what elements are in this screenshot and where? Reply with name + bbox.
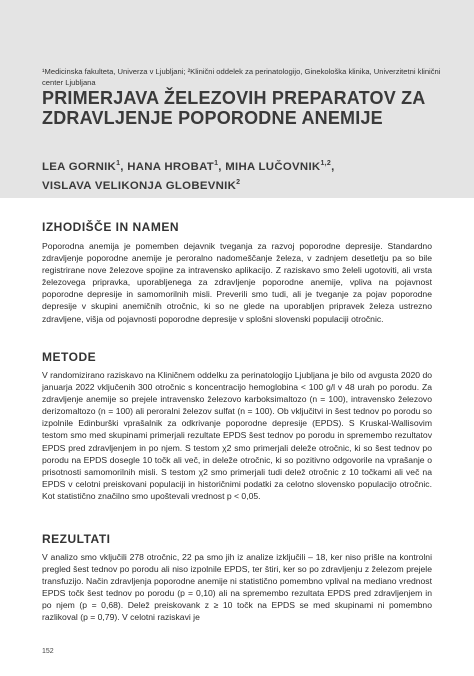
author-name: LEA GORNIK — [42, 160, 117, 173]
author-name: VISLAVA VELIKONJA GLOBEVNIK — [42, 179, 237, 192]
author-3: MIHA LUČOVNIK$^{1,2}$, — [225, 160, 335, 173]
section-heading-results: REZULTATI — [42, 532, 111, 546]
affiliations: ¹Medicinska fakulteta, Univerza v Ljubljani; ²Klinični oddelek za perinatologijo, Ginekološka klinika, Univerzitetni klinični center Ljubljana — [42, 66, 441, 87]
author-affiliation-mark: 1,2 — [320, 160, 332, 167]
section-text-intro: Poporodna anemija je pomemben dejavnik tveganja za razvoj poporodne depresije. Standardno zdravljenje poporodne anemije je peroralno nadomeščanje železa, v zadnjem desetletju pa so bile registrirane nove železove spojine za intravensko aplikacijo. Z raziskavo smo želeli ugotoviti, ali vrsta železovega pripravka, uporabljenega za zdravljenje poporodne anemije, vpliva na pojavnost poporodne depresije in samomorilnih misli. Preverili smo tudi, ali je tveganje za pojav poporodne depresije v skupini anemičnih otročnic, ki so ne glede na uporabljen pripravek železa ustrezno zdravljene, višja od pojavnosti poporodne depresije v splošni slovenski populaciji otročnic. — [42, 241, 432, 324]
author-4 — [42, 180, 240, 192]
author-2: HANA HROBAT$^1$, — [127, 160, 226, 173]
section-text-methods: V randomizirano raziskavo na Kliničnem oddelku za perinatologijo Ljubljana je bilo od avgusta 2020 do januarja 2022 vključenih 300 otročnic s koncentracijo hemoglobina < 100 g/l v 48 urah po porodu. Za zdravljenje anemije so prejele intravensko železovo karboksimaltozo (n = 100), intravensko železovo derizomaltozo (n = 100) ali peroralni železov sulfat (n = 100). Ob vključitvi in šest tednov po porodu so izpolnile Edinburški vprašalnik za odkrivanje poporodne depresije (EPDS). S Kruskal-Wallisovim testom smo med skupinami primerjali rezultate EPDS šest tednov po porodu in spremembo rezultatov EPDS pred zdravljenjem in po njem. S testom χ2 smo primerjali deleže otročnic, ki so šest tednov po porodu na EPDS dosegle 10 točk ali več, in deleže otročnic, ki so pozitivno odgovorile na vprašanje o prisotnosti samomorilnih misli. S testom χ2 smo primerjali tudi delež otročnic z 10 točkami ali več na EPDS v celotni preiskovani populaciji in historičnimi podatki za celotno slovensko populacijo otročnic. Kot statistično značilno smo upoštevali vrednost p < 0,05. — [42, 370, 432, 501]
page-number: 152 — [42, 648, 54, 655]
section-heading-methods: METODE — [42, 350, 97, 364]
section-heading-intro: IZHODIŠČE IN NAMEN — [42, 220, 180, 234]
author-affiliation-mark: 1 — [214, 160, 219, 167]
author-list — [42, 156, 442, 194]
section-text-results: V analizo smo vključili 278 otročnic, 22 pa smo jih iz analize izključili – 18, ker niso prišle na kontrolni pregled šest tednov po porodu ali niso izpolnile EPDS, ter štiri, ker so po zdravljenju z železom prejele transfuzijo. Način zdravljenja poporodne anemije ni statistično pomembno vplival na mediano vrednost EPDS točk šest tednov po porodu (p = 0,10) ali na spremembo rezultata EPDS pred zdravljenjem in po njem (p = 0,68). Delež preiskovank z ≥ 10 točk na EPDS se med skupinami ni pomembno razlikoval (p = 0,79). V celotni raziskavi je — [42, 552, 432, 623]
article-title: PRIMERJAVA ŽELEZOVIH PREPARATOV ZA ZDRAVLJENJE POPORODNE ANEMIJE — [42, 88, 425, 128]
author-name: HANA HROBAT — [127, 160, 215, 173]
author-affiliation-mark: 2 — [236, 178, 241, 186]
author-affiliation-mark: 1 — [116, 160, 121, 167]
author-1: LEA GORNIK$^1$, — [42, 160, 128, 173]
author-name: MIHA LUČOVNIK — [225, 160, 321, 173]
